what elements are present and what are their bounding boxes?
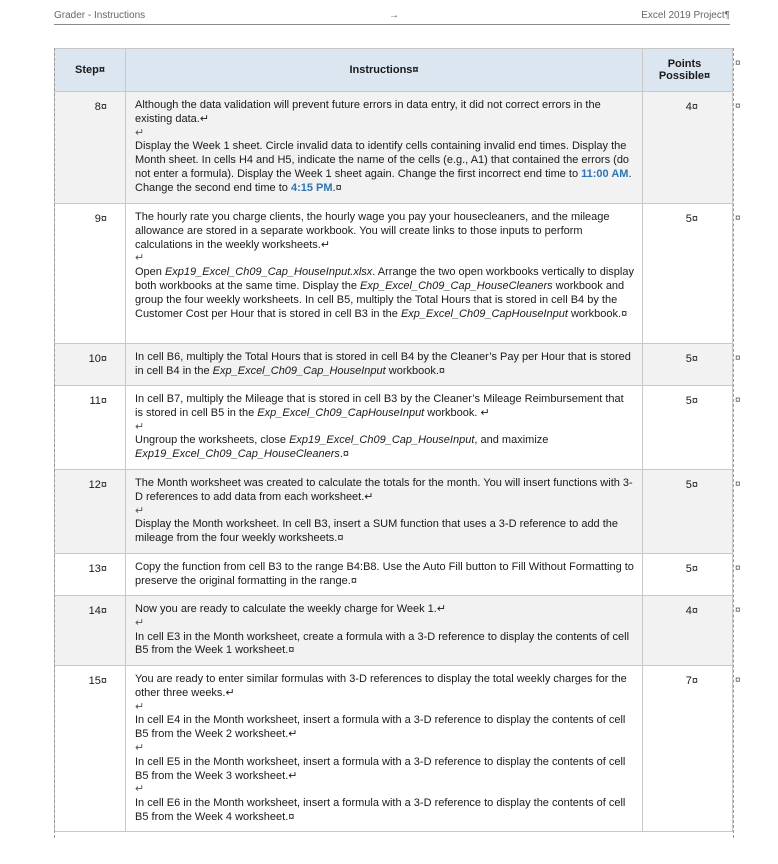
blank-line-mark: ↵ [135, 420, 145, 433]
instruction-text: In cell B6, multiply the Total Hours that is stored in cell B4 by the Cleaner’s Pay per Hour that is stored in cell B4 in the [135, 351, 631, 377]
row-end-mark: ¤ [735, 353, 741, 364]
row-end-mark: ¤ [735, 605, 741, 616]
instruction-cell [126, 386, 643, 470]
points-value: 5¤ [643, 204, 733, 344]
instructions-table [54, 48, 733, 832]
highlight-value: 11:00 AM [581, 167, 629, 180]
column-header-points [643, 49, 733, 92]
step-number: 14¤ [55, 596, 126, 666]
instruction-paragraph: In cell E5 in the Month worksheet, insert a formula with a 3-D reference to display the contents of cell B5 from the Week 3 worksheet.↵ [135, 755, 626, 782]
table-row [55, 596, 733, 666]
points-value: 5¤ [643, 470, 733, 554]
highlight-value: 4:15 PM [290, 181, 333, 194]
header-right-text: Excel 2019 Project¶ [641, 10, 730, 21]
file-name: Exp_Excel_Ch09_Cap_HouseInput [212, 364, 386, 377]
blank-line-mark: ↵ [135, 126, 145, 139]
instruction-text: workbook.¤ [567, 307, 628, 320]
file-name: Exp19_Excel_Ch09_Cap_HouseInput.xlsx [164, 266, 373, 279]
instruction-cell [126, 554, 643, 596]
table-row [55, 666, 733, 832]
page-header [54, 8, 730, 25]
instruction-paragraph: Now you are ready to calculate the weekly charge for Week 1.↵ [135, 603, 447, 615]
file-name: Exp_Excel_Ch09_Cap_HouseCleaners [360, 279, 553, 292]
header-left-text: Grader - Instructions [54, 10, 146, 21]
table-row [55, 554, 733, 596]
file-name: Exp_Excel_Ch09_CapHouseInput [400, 307, 568, 320]
file-name: Exp19_Excel_Ch09_Cap_HouseCleaners [135, 448, 340, 461]
instruction-text: . Change the second end time to [135, 167, 632, 194]
column-header-step: Step¤ [55, 49, 126, 92]
row-end-mark: ¤ [735, 395, 741, 406]
file-name: Exp19_Excel_Ch09_Cap_HouseInput [289, 434, 475, 447]
blank-line-mark: ↵ [135, 783, 145, 796]
blank-line-mark: ↵ [135, 504, 145, 517]
blank-line-mark: ↵ [135, 700, 145, 713]
blank-line-mark: ↵ [135, 252, 145, 265]
points-value: 5¤ [643, 386, 733, 470]
table-row [55, 470, 733, 554]
instruction-paragraph: In cell E4 in the Month worksheet, insert a formula with a 3-D reference to display the contents of cell B5 from the Week 2 worksheet.↵ [135, 714, 626, 741]
instruction-text: Ungroup the worksheets, close [135, 434, 290, 447]
instruction-text: Open [135, 266, 165, 279]
instruction-paragraph: In cell E3 in the Month worksheet, create a formula with a 3-D reference to display the contents of cell B5 from the Week 1 worksheet.¤ [135, 630, 630, 657]
blank-line-mark: ↵ [135, 616, 145, 629]
instruction-cell [126, 596, 643, 666]
instruction-text: .¤ [332, 181, 342, 194]
instruction-text: .¤ [339, 448, 350, 461]
instruction-text: workbook. ↵ [424, 406, 490, 419]
step-number: 10¤ [55, 344, 126, 386]
instruction-cell [126, 666, 643, 832]
table-row [55, 386, 733, 470]
table-header-row [55, 49, 733, 92]
header-tab-arrow: → [389, 10, 399, 21]
instruction-cell [126, 204, 643, 344]
instruction-paragraph [135, 140, 634, 195]
instruction-paragraph: The hourly rate you charge clients, the hourly wage you pay your housecleaners, and the mileage allowance are stored in a separate workbook. You will create links to those inputs to perform calculations in the weekly worksheets.↵ [135, 211, 610, 251]
instruction-paragraph: In cell E6 in the Month worksheet, insert a formula with a 3-D reference to display the contents of cell B5 from the Week 4 worksheet.¤ [135, 797, 626, 823]
file-name: Exp_Excel_Ch09_CapHouseInput [257, 406, 425, 419]
table-row [55, 92, 733, 204]
step-number: 12¤ [55, 470, 126, 554]
instruction-text: , and maximize [474, 434, 549, 447]
row-end-mark: ¤ [735, 101, 741, 112]
instruction-paragraph: Copy the function from cell B3 to the range B4:B8. Use the Auto Fill button to Fill Without Formatting to preserve the original formatting in the range.¤ [135, 561, 634, 587]
points-value: 7¤ [643, 666, 733, 832]
points-value: 4¤ [643, 92, 733, 204]
row-end-mark: ¤ [735, 58, 741, 69]
points-value: 4¤ [643, 596, 733, 666]
instruction-paragraph [135, 434, 634, 462]
row-end-mark: ¤ [735, 563, 741, 574]
step-number: 15¤ [55, 666, 126, 832]
step-number: 9¤ [55, 204, 126, 344]
instruction-cell [126, 92, 643, 204]
points-value: 5¤ [643, 554, 733, 596]
instruction-paragraph: Although the data validation will prevent future errors in data entry, it did not correct errors in the existing data.↵ [135, 99, 601, 125]
instruction-text: workbook.¤ [385, 364, 446, 377]
table-row [55, 344, 733, 386]
instruction-paragraph: The Month worksheet was created to calculate the totals for the month. You will insert functions with 3-D references to add data from each worksheet.↵ [135, 477, 633, 503]
instruction-text: . Arrange the two open workbooks vertically to display both workbooks at the same time. Display the [135, 266, 634, 292]
step-number: 11¤ [55, 386, 126, 470]
instruction-text: workbook and group the four weekly worksheets. In cell B5, multiply the Total Hours that is stored in cell B4 by the Customer Cost per Hour that is stored in cell B3 in the [135, 279, 625, 320]
instruction-text: In cell B7, multiply the Mileage that is stored in cell B3 by the Cleaner’s Mileage Reimbursement that is stored in cell B5 in the [135, 393, 624, 419]
instruction-cell [126, 344, 643, 386]
row-end-mark: ¤ [735, 479, 741, 490]
step-number: 8¤ [55, 92, 126, 204]
instruction-paragraph [135, 393, 634, 421]
blank-line-mark: ↵ [135, 741, 145, 754]
column-header-points-label: Points Possible¤ [658, 58, 711, 82]
points-value: 5¤ [643, 344, 733, 386]
table-row [55, 204, 733, 344]
instruction-paragraph: Display the Month worksheet. In cell B3, insert a SUM function that uses a 3-D reference to add the mileage from the four weekly worksheets.¤ [135, 518, 619, 545]
step-number: 13¤ [55, 554, 126, 596]
instruction-cell [126, 470, 643, 554]
row-end-mark: ¤ [735, 675, 741, 686]
column-header-instructions: Instructions¤ [126, 49, 643, 92]
instruction-paragraph [135, 351, 634, 379]
instruction-paragraph [135, 266, 634, 321]
instruction-paragraph: You are ready to enter similar formulas with 3-D references to display the total weekly charges for the other three weeks.↵ [135, 673, 627, 699]
row-end-mark: ¤ [735, 213, 741, 224]
instruction-text: Display the Week 1 sheet. Circle invalid data to identify cells containing invalid end times. Display the Month sheet. In cells H4 and H5, indicate the name of the cells (e.g., A1) that contained the errors (do not enter a formula). Display the Week 1 sheet again. Change the first incorrect end time to [135, 140, 630, 180]
